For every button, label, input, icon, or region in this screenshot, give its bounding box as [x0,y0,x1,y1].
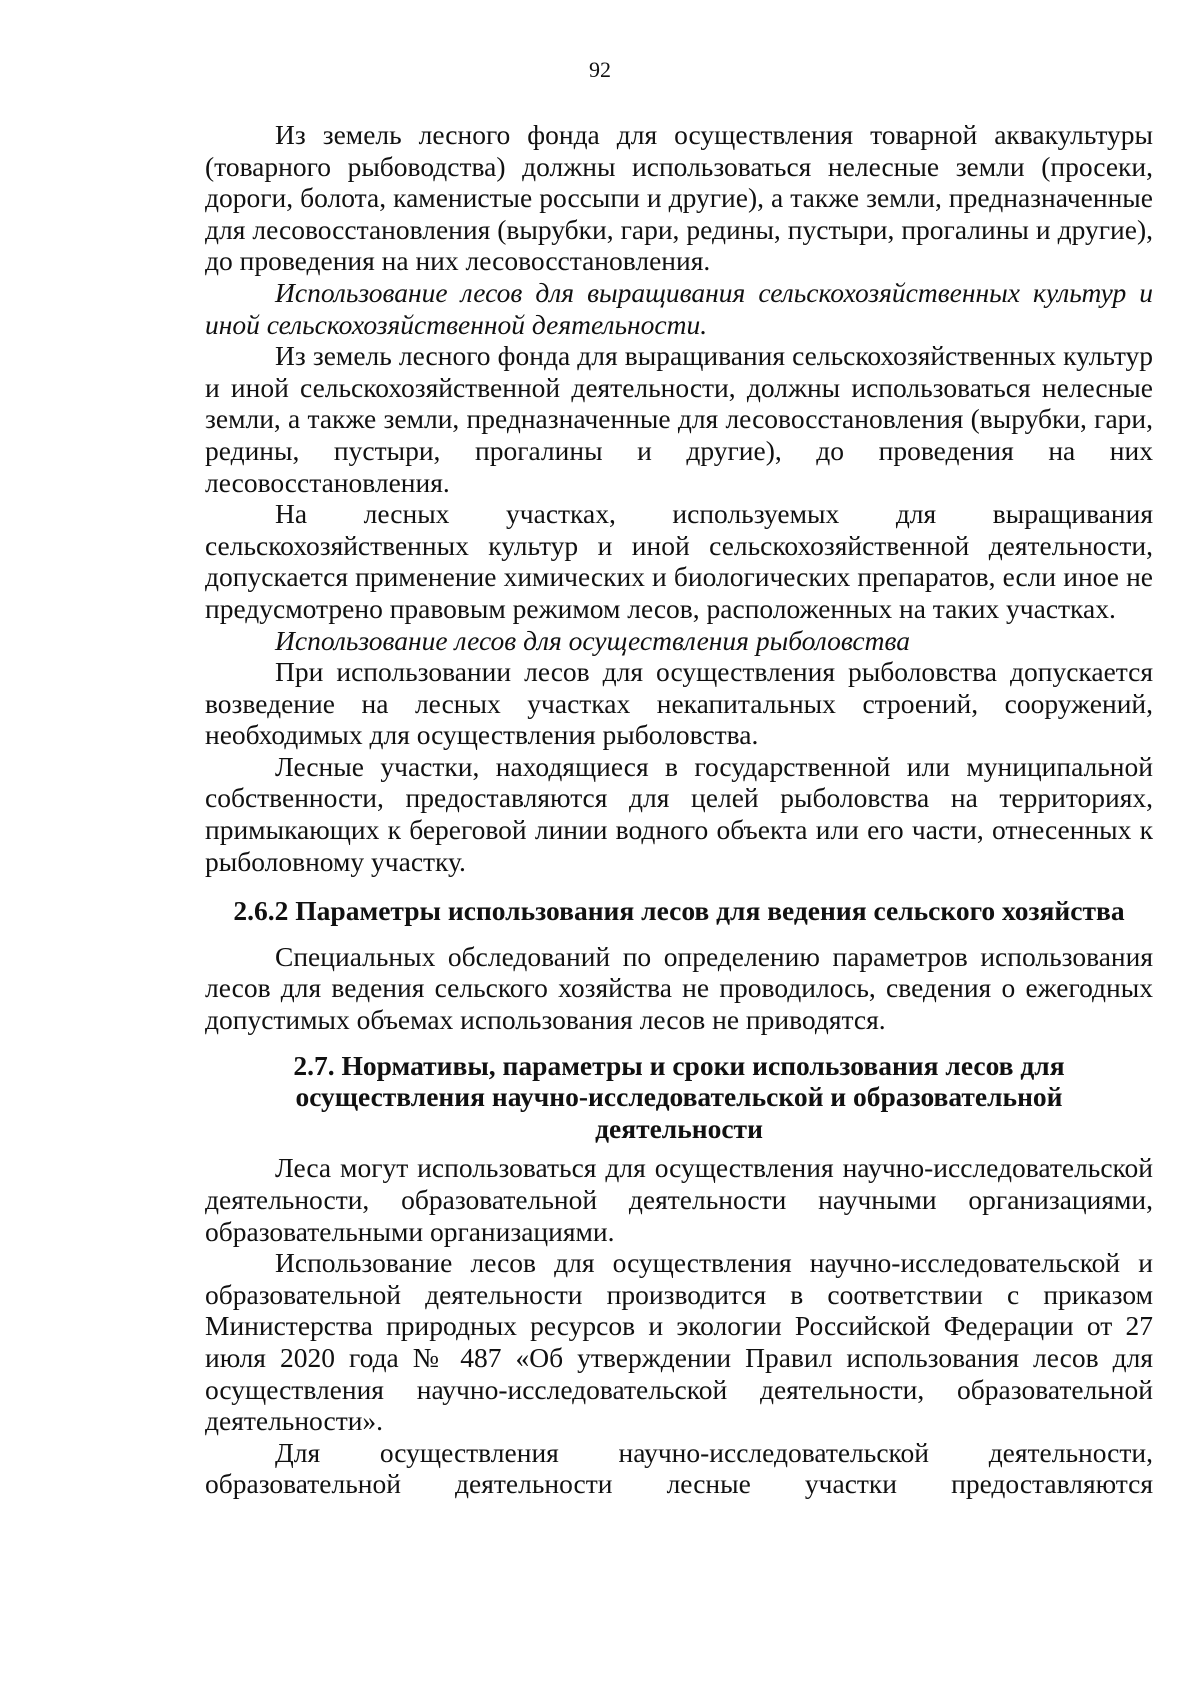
paragraph-research-use: Леса могут использоваться для осуществления научно-исследовательской деятельности, образовательной деятельности научными организациями, образовательными организациями. [205,1152,1153,1247]
subheading-fishing-use: Использование лесов для осуществления рыболовства [275,624,910,656]
paragraph-plots-provided: Для осуществления научно-исследовательской деятельности, образовательной деятельности лесные участки предоставляются [205,1436,1153,1500]
paragraph-aquaculture-lands: Из земель лесного фонда для осуществления товарной аквакультуры (товарного рыбоводства) должны использоваться нелесные земли (просеки, дороги, болота, каменистые россыпи и другие), а также земли, предназначенные для лесовосстановления (вырубки, гари, редины, пустыри, прогалины и другие), до проведения на них лесовосстановления. [205,119,1153,277]
paragraph-ministry-order: Использование лесов для осуществления научно-исследовательской и образовательной деятельности производится в соответствии с приказом Министерства природных ресурсов и экологии Российской Федерации от 27 июля 2020 года № 487 «Об утверждении Правил использования лесов для осуществления научно-исследовательской деятельности, образовательной деятельности». [205,1247,1153,1437]
paragraph-no-surveys: Специальных обследований по определению параметров использования лесов для ведения сельского хозяйства не проводилось, сведения о ежегодных допустимых объемах использования лесов не приводятся. [205,940,1153,1036]
section-heading-2-6-2: 2.6.2 Параметры использования лесов для ведения сельского хозяйства [233,895,1125,927]
paragraph-fishing-plots: Лесные участки, находящиеся в государственной или муниципальной собственности, предоставляются для целей рыболовства на территориях, примыкающих к береговой линии водного объекта или его части, отнесенных к рыболовному участку. [205,750,1153,877]
subheading-agricultural-use: Использование лесов для выращивания сельскохозяйственных культур и иной сельскохозяйственной деятельности. [205,276,1153,340]
document-body [205,119,1153,1500]
paragraph-chemical-preparations: На лесных участках, используемых для выращивания сельскохозяйственных культур и иной сельскохозяйственной деятельности, допускается применение химических и биологических препаратов, если иное не предусмотрено правовым режимом лесов, расположенных на таких участках. [205,498,1153,624]
paragraph-agricultural-lands: Из земель лесного фонда для выращивания сельскохозяйственных культур и иной сельскохозяйственной деятельности, должны использоваться нелесные земли, а также земли, предназначенные для лесовосстановления (вырубки, гари, редины, пустыри, прогалины и другие), до проведения на них лесовосстановления. [205,340,1153,498]
page-number: 92 [589,57,611,82]
paragraph-fishing-structures: При использовании лесов для осуществления рыболовства допускается возведение на лесных участках некапитальных строений, сооружений, необходимых для осуществления рыболовства. [205,656,1153,751]
section-heading-2-7: 2.7. Нормативы, параметры и сроки использования лесов для осуществления научно-исследовательской и образовательной деятельности [293,1049,1065,1144]
